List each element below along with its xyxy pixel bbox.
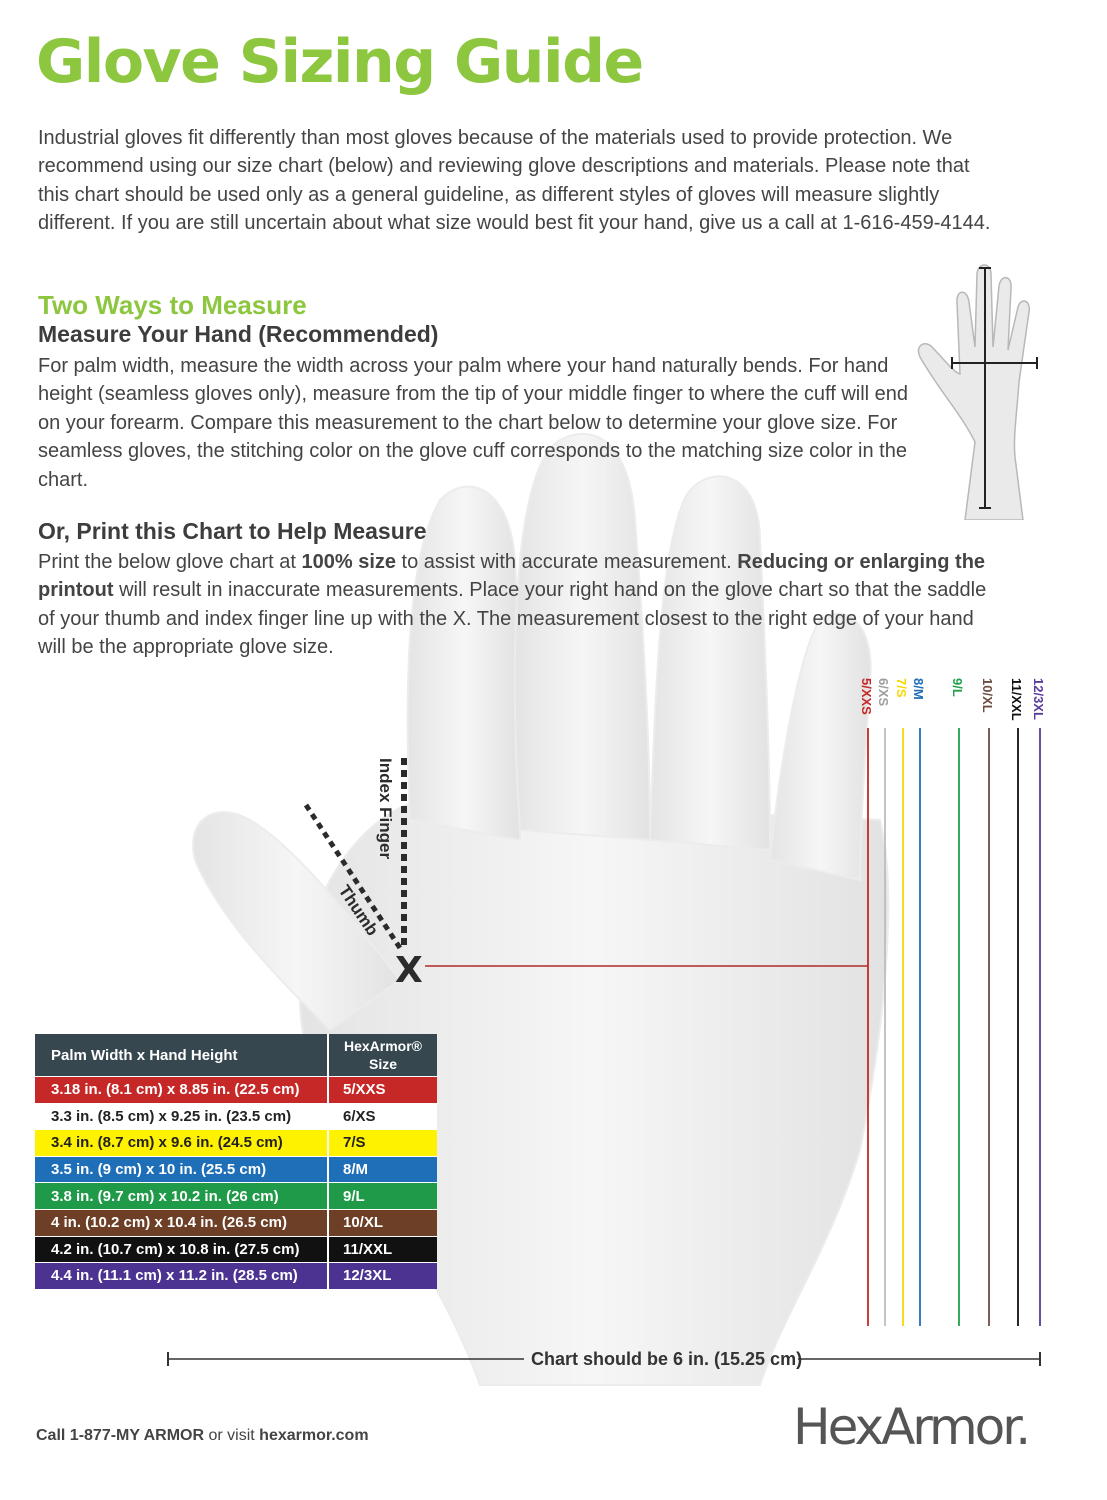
size-line-label: 12/3XL bbox=[1031, 678, 1046, 720]
size-line-label: 9/L bbox=[950, 678, 965, 697]
size-line-label: 6/XS bbox=[876, 678, 891, 707]
size-row-measure: 4.4 in. (11.1 cm) x 11.2 in. (28.5 cm) bbox=[35, 1263, 328, 1289]
size-row-size: 7/S bbox=[328, 1130, 437, 1157]
size-row-measure: 3.18 in. (8.1 cm) x 8.85 in. (22.5 cm) bbox=[35, 1077, 328, 1104]
size-row-size: 11/XXL bbox=[328, 1236, 437, 1263]
size-row-size: 12/3XL bbox=[328, 1263, 437, 1289]
size-row-size: 6/XS bbox=[328, 1103, 437, 1130]
size-row bbox=[35, 1156, 437, 1183]
size-row-size: 9/L bbox=[328, 1183, 437, 1210]
page-title: Glove Sizing Guide bbox=[36, 27, 643, 97]
size-row bbox=[35, 1103, 437, 1130]
size-row-size: 8/M bbox=[328, 1156, 437, 1183]
size-line-label: 8/M bbox=[911, 678, 926, 700]
header-size-brand: HexArmor® bbox=[343, 1038, 422, 1054]
size-row bbox=[35, 1130, 437, 1157]
measure-hand-paragraph: For palm width, measure the width across your palm where your hand naturally bends. For hand height (seamless gloves only), measure from the tip of your middle finger to where the cuff will end on your forearm. Compare this measurement to the chart below to determine your glove size. For seamless gloves, the stitching color on the glove cuff corresponds to the matching size color in the chart. bbox=[38, 355, 909, 491]
size-row-measure: 3.5 in. (9 cm) x 10 in. (25.5 cm) bbox=[35, 1156, 328, 1183]
print-text-e: will result in inaccurate measurements. Place your right hand on the glove chart so that the saddle of your thumb and index finger line up with the X. The measurement closest to the right edge of your hand will be the appropriate glove size. bbox=[38, 579, 987, 659]
section-heading: Two Ways to Measure bbox=[38, 290, 307, 320]
size-row bbox=[35, 1077, 437, 1104]
thumb-label: Thumb bbox=[334, 881, 383, 940]
x-mark: X bbox=[395, 950, 423, 991]
intro-paragraph: Industrial gloves fit differently than most gloves because of the materials used to provide protection. We recommend using our size chart (below) and reviewing glove descriptions and materials. Please note that this chart should be used only as a general guideline, as different styles of gloves will measure slightly different. If you are still uncertain about what size would best fit your hand, give us a call at 1-616-459-4144. bbox=[38, 127, 991, 235]
size-table bbox=[35, 1034, 437, 1289]
footer-call: Call 1-877-MY ARMOR bbox=[36, 1427, 205, 1444]
size-row-size: 5/XXS bbox=[328, 1077, 437, 1104]
print-text-b: 100% size bbox=[301, 551, 396, 573]
size-line-label: 11/XXL bbox=[1009, 678, 1024, 721]
footer-site-link[interactable]: hexarmor.com bbox=[259, 1427, 369, 1444]
measure-hand-heading: Measure Your Hand (Recommended) bbox=[38, 321, 439, 347]
size-row bbox=[35, 1183, 437, 1210]
size-row-measure: 3.8 in. (9.7 cm) x 10.2 in. (26 cm) bbox=[35, 1183, 328, 1210]
size-row-measure: 3.4 in. (8.7 cm) x 9.6 in. (24.5 cm) bbox=[35, 1130, 328, 1157]
header-measure: Palm Width x Hand Height bbox=[35, 1034, 328, 1077]
size-row bbox=[35, 1236, 437, 1263]
size-lines-group bbox=[859, 678, 1046, 1326]
size-table-header bbox=[35, 1034, 437, 1077]
index-finger-label: Index Finger bbox=[376, 758, 395, 860]
size-line-label: 5/XXS bbox=[859, 678, 874, 715]
size-row bbox=[35, 1263, 437, 1289]
print-text-a: Print the below glove chart at bbox=[38, 551, 302, 573]
size-row-size: 10/XL bbox=[328, 1209, 437, 1236]
footer-or-visit: or visit bbox=[204, 1427, 260, 1444]
print-chart-heading: Or, Print this Chart to Help Measure bbox=[38, 518, 427, 544]
chart-width-label: Chart should be 6 in. (15.25 cm) bbox=[531, 1349, 803, 1369]
size-line-label: 10/XL bbox=[980, 678, 995, 713]
size-row bbox=[35, 1209, 437, 1236]
size-row-measure: 4 in. (10.2 cm) x 10.4 in. (26.5 cm) bbox=[35, 1209, 328, 1236]
hexarmor-logo: HexArmor. bbox=[793, 1398, 1029, 1456]
header-size-label: Size bbox=[368, 1056, 397, 1072]
footer-contact bbox=[36, 1427, 369, 1445]
print-text-d: Reducing or enlarging the printout bbox=[38, 551, 986, 602]
size-row-measure: 4.2 in. (10.7 cm) x 10.8 in. (27.5 cm) bbox=[35, 1236, 328, 1263]
size-row-measure: 3.3 in. (8.5 cm) x 9.25 in. (23.5 cm) bbox=[35, 1103, 328, 1130]
header-size bbox=[328, 1034, 437, 1077]
size-line-label: 7/S bbox=[894, 678, 909, 698]
print-text-c: to assist with accurate measurement. bbox=[396, 551, 738, 573]
